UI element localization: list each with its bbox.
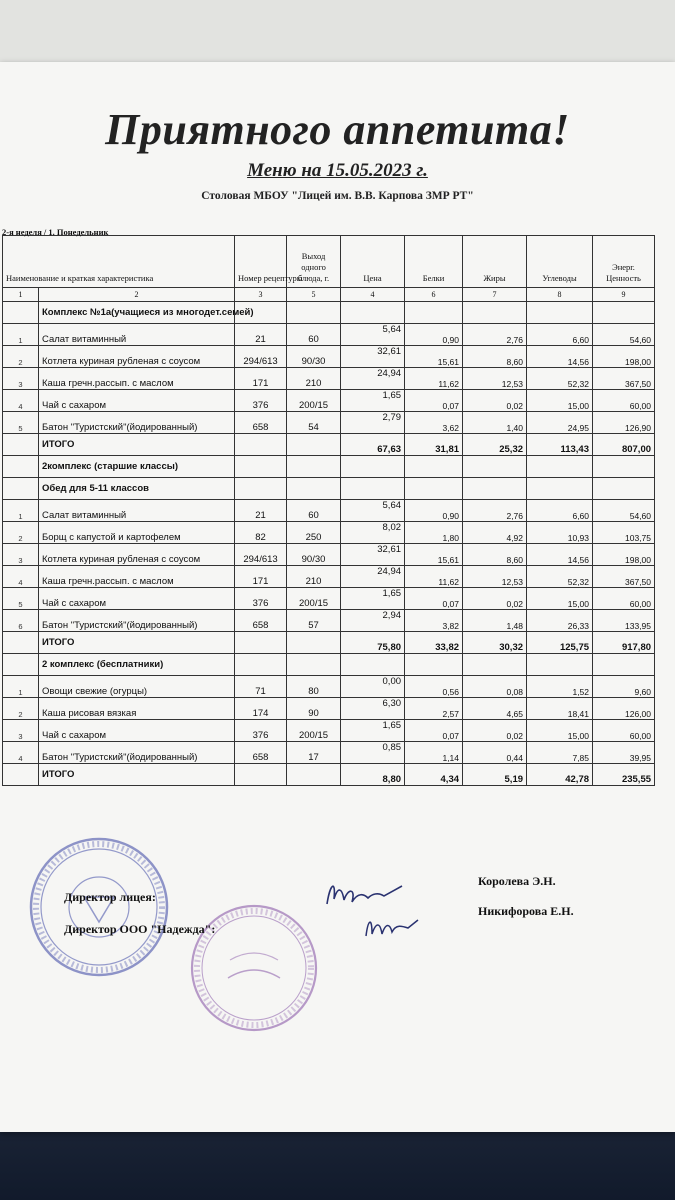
total-protein: 33,82 xyxy=(405,632,463,654)
total-carbs: 42,78 xyxy=(527,764,593,786)
section-header-row xyxy=(3,654,655,676)
row-number: 1 xyxy=(3,500,39,522)
dish-carbs: 24,95 xyxy=(527,412,593,434)
col-number: 7 xyxy=(463,288,527,302)
dish-yield: 60 xyxy=(287,324,341,346)
header-energy: Энерг. Ценность xyxy=(593,236,655,288)
dish-name: Чай с сахаром xyxy=(39,390,235,412)
empty-cell xyxy=(405,654,463,676)
recipe-number: 171 xyxy=(235,368,287,390)
menu-table-body xyxy=(2,227,655,786)
empty-cell xyxy=(527,456,593,478)
section-title: Комплекс №1а(учащиеся из многодет.семей) xyxy=(39,302,235,324)
row-number: 4 xyxy=(3,742,39,764)
empty-cell xyxy=(341,456,405,478)
dish-carbs: 1,52 xyxy=(527,676,593,698)
total-fat: 30,32 xyxy=(463,632,527,654)
empty-cell xyxy=(405,456,463,478)
section-header-row xyxy=(3,302,655,324)
dish-protein: 15,61 xyxy=(405,544,463,566)
table-row xyxy=(3,522,655,544)
empty-cell xyxy=(287,764,341,786)
dish-yield: 60 xyxy=(287,500,341,522)
canteen-name: Столовая МБОУ "Лицей им. В.В. Карпова ЗМР РТ" xyxy=(201,190,474,202)
dish-protein: 0,90 xyxy=(405,500,463,522)
empty-cell xyxy=(405,478,463,500)
empty-cell xyxy=(287,632,341,654)
total-price: 8,80 xyxy=(341,764,405,786)
recipe-number: 294/613 xyxy=(235,346,287,368)
dish-name: Салат витаминный xyxy=(39,500,235,522)
table-row xyxy=(3,368,655,390)
empty-cell xyxy=(287,302,341,324)
empty-cell xyxy=(341,478,405,500)
dish-fat: 2,76 xyxy=(463,324,527,346)
dish-yield: 210 xyxy=(287,368,341,390)
recipe-number: 376 xyxy=(235,588,287,610)
dish-energy: 39,95 xyxy=(593,742,655,764)
dish-protein: 3,82 xyxy=(405,610,463,632)
col-number: 5 xyxy=(287,288,341,302)
recipe-number: 376 xyxy=(235,390,287,412)
row-number: 3 xyxy=(3,544,39,566)
row-number: 4 xyxy=(3,566,39,588)
dish-protein: 0,07 xyxy=(405,720,463,742)
recipe-number: 294/613 xyxy=(235,544,287,566)
col-number: 6 xyxy=(405,288,463,302)
director-label: Директор лицея: xyxy=(64,890,156,904)
dish-energy: 103,75 xyxy=(593,522,655,544)
dish-fat: 8,60 xyxy=(463,544,527,566)
row-number: 2 xyxy=(3,522,39,544)
header-yield: Выход одного блюда, г. xyxy=(287,236,341,288)
table-row xyxy=(3,346,655,368)
dish-energy: 198,00 xyxy=(593,346,655,368)
dish-name: Котлета куриная рубленая с соусом xyxy=(39,544,235,566)
dish-fat: 1,48 xyxy=(463,610,527,632)
dish-yield: 90 xyxy=(287,698,341,720)
dish-price: 1,65 xyxy=(341,720,405,742)
dish-yield: 250 xyxy=(287,522,341,544)
table-row xyxy=(3,390,655,412)
dish-price: 2,79 xyxy=(341,412,405,434)
header-price: Цена xyxy=(341,236,405,288)
table-row xyxy=(3,566,655,588)
dish-protein: 15,61 xyxy=(405,346,463,368)
row-number: 1 xyxy=(3,324,39,346)
dish-price: 0,85 xyxy=(341,742,405,764)
dish-price: 1,65 xyxy=(341,390,405,412)
total-row xyxy=(3,632,655,654)
dish-fat: 0,02 xyxy=(463,588,527,610)
company-director-label: Директор ООО "Надежда": xyxy=(64,922,216,936)
company-director-name: Никифорова Е.Н. xyxy=(478,904,574,918)
col-number: 2 xyxy=(39,288,235,302)
empty-cell xyxy=(341,302,405,324)
recipe-number: 21 xyxy=(235,324,287,346)
empty-cell xyxy=(463,654,527,676)
section-index-cell xyxy=(3,302,39,324)
dish-name: Каша гречн.рассып. с маслом xyxy=(39,566,235,588)
dish-carbs: 6,60 xyxy=(527,500,593,522)
total-label: ИТОГО xyxy=(39,434,235,456)
row-number: 3 xyxy=(3,720,39,742)
dish-price: 0,00 xyxy=(341,676,405,698)
dish-protein: 0,07 xyxy=(405,390,463,412)
empty-cell xyxy=(593,654,655,676)
empty-cell xyxy=(235,434,287,456)
total-fat: 5,19 xyxy=(463,764,527,786)
section-index-cell xyxy=(3,456,39,478)
total-label: ИТОГО xyxy=(39,764,235,786)
dish-name: Борщ с капустой и картофелем xyxy=(39,522,235,544)
dish-carbs: 52,32 xyxy=(527,368,593,390)
table-row xyxy=(3,588,655,610)
dish-name: Чай с сахаром xyxy=(39,720,235,742)
dish-fat: 2,76 xyxy=(463,500,527,522)
company-signature-icon xyxy=(362,910,422,944)
dish-name: Каша рисовая вязкая xyxy=(39,698,235,720)
dish-energy: 54,60 xyxy=(593,500,655,522)
empty-cell xyxy=(287,478,341,500)
dish-energy: 60,00 xyxy=(593,588,655,610)
recipe-number: 376 xyxy=(235,720,287,742)
col-number: 3 xyxy=(235,288,287,302)
dish-price: 5,64 xyxy=(341,324,405,346)
dish-fat: 12,53 xyxy=(463,566,527,588)
dish-energy: 60,00 xyxy=(593,720,655,742)
recipe-number: 658 xyxy=(235,742,287,764)
page-title: Приятного аппетита! xyxy=(105,105,570,154)
recipe-number: 21 xyxy=(235,500,287,522)
row-number: 3 xyxy=(3,368,39,390)
column-number-row xyxy=(3,288,655,302)
dish-fat: 0,02 xyxy=(463,720,527,742)
dish-protein: 0,07 xyxy=(405,588,463,610)
dish-name: Батон "Туристский"(йодированный) xyxy=(39,742,235,764)
dish-fat: 0,44 xyxy=(463,742,527,764)
dish-carbs: 7,85 xyxy=(527,742,593,764)
menu-table xyxy=(2,227,655,786)
dish-protein: 1,80 xyxy=(405,522,463,544)
col-number: 1 xyxy=(3,288,39,302)
dish-price: 5,64 xyxy=(341,500,405,522)
total-row xyxy=(3,764,655,786)
total-fat: 25,32 xyxy=(463,434,527,456)
dish-carbs: 15,00 xyxy=(527,588,593,610)
recipe-number: 82 xyxy=(235,522,287,544)
row-number: 6 xyxy=(3,610,39,632)
dish-energy: 126,00 xyxy=(593,698,655,720)
dish-yield: 200/15 xyxy=(287,720,341,742)
empty-cell xyxy=(463,456,527,478)
dish-carbs: 26,33 xyxy=(527,610,593,632)
empty-cell xyxy=(463,478,527,500)
dish-name: Батон "Туристский"(йодированный) xyxy=(39,412,235,434)
dish-protein: 2,57 xyxy=(405,698,463,720)
dish-yield: 17 xyxy=(287,742,341,764)
dish-yield: 54 xyxy=(287,412,341,434)
dish-protein: 0,90 xyxy=(405,324,463,346)
empty-cell xyxy=(235,456,287,478)
dish-carbs: 15,00 xyxy=(527,720,593,742)
section-index-cell xyxy=(3,654,39,676)
signature-block xyxy=(0,874,675,1082)
dish-fat: 0,02 xyxy=(463,390,527,412)
school-stamp-icon xyxy=(24,832,174,982)
total-row xyxy=(3,434,655,456)
dish-fat: 1,40 xyxy=(463,412,527,434)
empty-cell xyxy=(527,478,593,500)
empty-cell xyxy=(235,478,287,500)
total-label: ИТОГО xyxy=(39,632,235,654)
row-number: 2 xyxy=(3,346,39,368)
dish-name: Котлета куриная рубленая с соусом xyxy=(39,346,235,368)
section-title: 2 комплекс (бесплатники) xyxy=(39,654,235,676)
total-energy: 235,55 xyxy=(593,764,655,786)
dish-name: Чай с сахаром xyxy=(39,588,235,610)
total-index-cell xyxy=(3,434,39,456)
empty-cell xyxy=(287,434,341,456)
total-energy: 917,80 xyxy=(593,632,655,654)
table-row xyxy=(3,500,655,522)
row-number: 2 xyxy=(3,698,39,720)
total-carbs: 113,43 xyxy=(527,434,593,456)
dish-yield: 210 xyxy=(287,566,341,588)
section-subtitle-row xyxy=(3,478,655,500)
table-row xyxy=(3,742,655,764)
recipe-number: 174 xyxy=(235,698,287,720)
table-row xyxy=(3,412,655,434)
total-protein: 4,34 xyxy=(405,764,463,786)
dish-energy: 133,95 xyxy=(593,610,655,632)
dish-carbs: 52,32 xyxy=(527,566,593,588)
total-energy: 807,00 xyxy=(593,434,655,456)
dish-fat: 8,60 xyxy=(463,346,527,368)
header-recipe: Номер рецептуры xyxy=(235,236,287,288)
dish-carbs: 14,56 xyxy=(527,544,593,566)
dish-energy: 367,50 xyxy=(593,566,655,588)
empty-cell xyxy=(593,302,655,324)
recipe-number: 658 xyxy=(235,412,287,434)
total-protein: 31,81 xyxy=(405,434,463,456)
dish-fat: 12,53 xyxy=(463,368,527,390)
menu-sheet xyxy=(0,62,675,1132)
empty-cell xyxy=(287,654,341,676)
section-subtitle: Обед для 5-11 классов xyxy=(39,478,235,500)
dish-protein: 0,56 xyxy=(405,676,463,698)
empty-cell xyxy=(235,654,287,676)
dish-energy: 60,00 xyxy=(593,390,655,412)
dish-energy: 126,90 xyxy=(593,412,655,434)
dish-energy: 54,60 xyxy=(593,324,655,346)
dish-name: Батон "Туристский"(йодированный) xyxy=(39,610,235,632)
col-number: 9 xyxy=(593,288,655,302)
dish-carbs: 10,93 xyxy=(527,522,593,544)
empty-cell xyxy=(341,654,405,676)
dish-carbs: 18,41 xyxy=(527,698,593,720)
dish-fat: 4,92 xyxy=(463,522,527,544)
row-number: 1 xyxy=(3,676,39,698)
header-protein: Белки xyxy=(405,236,463,288)
dish-name: Салат витаминный xyxy=(39,324,235,346)
dish-energy: 198,00 xyxy=(593,544,655,566)
dish-yield: 90/30 xyxy=(287,544,341,566)
dish-yield: 80 xyxy=(287,676,341,698)
empty-cell xyxy=(235,764,287,786)
dish-price: 1,65 xyxy=(341,588,405,610)
header-name: Наименование и краткая характеристика xyxy=(6,273,154,283)
background-top xyxy=(0,0,675,70)
director-signature-icon xyxy=(322,874,412,914)
dish-carbs: 6,60 xyxy=(527,324,593,346)
dish-name: Овощи свежие (огурцы) xyxy=(39,676,235,698)
col-number: 4 xyxy=(341,288,405,302)
recipe-number: 71 xyxy=(235,676,287,698)
dish-energy: 9,60 xyxy=(593,676,655,698)
table-row xyxy=(3,324,655,346)
total-price: 75,80 xyxy=(341,632,405,654)
header-fat: Жиры xyxy=(463,236,527,288)
row-number: 4 xyxy=(3,390,39,412)
dish-protein: 3,62 xyxy=(405,412,463,434)
dish-carbs: 15,00 xyxy=(527,390,593,412)
total-carbs: 125,75 xyxy=(527,632,593,654)
total-index-cell xyxy=(3,764,39,786)
week-label: 2-я неделя / 1. Понедельник xyxy=(2,227,109,237)
dish-yield: 200/15 xyxy=(287,390,341,412)
header-carbs: Углеводы xyxy=(527,236,593,288)
table-row xyxy=(3,698,655,720)
dish-protein: 11,62 xyxy=(405,368,463,390)
empty-cell xyxy=(463,302,527,324)
dish-price: 24,94 xyxy=(341,368,405,390)
dish-yield: 200/15 xyxy=(287,588,341,610)
recipe-number: 658 xyxy=(235,610,287,632)
empty-cell xyxy=(593,456,655,478)
table-row xyxy=(3,676,655,698)
section-index-cell xyxy=(3,478,39,500)
menu-date: Меню на 15.05.2023 г. xyxy=(247,160,428,181)
table-row xyxy=(3,544,655,566)
empty-cell xyxy=(405,302,463,324)
empty-cell xyxy=(287,456,341,478)
dish-price: 24,94 xyxy=(341,566,405,588)
dish-fat: 4,65 xyxy=(463,698,527,720)
dish-price: 6,30 xyxy=(341,698,405,720)
dish-protein: 11,62 xyxy=(405,566,463,588)
total-price: 67,63 xyxy=(341,434,405,456)
dish-price: 2,94 xyxy=(341,610,405,632)
header-row xyxy=(3,236,655,288)
empty-cell xyxy=(527,654,593,676)
director-name: Королева Э.Н. xyxy=(478,874,556,888)
section-header-row xyxy=(3,456,655,478)
dish-carbs: 14,56 xyxy=(527,346,593,368)
background-fabric xyxy=(0,1120,675,1200)
col-number: 8 xyxy=(527,288,593,302)
dish-price: 32,61 xyxy=(341,346,405,368)
row-number: 5 xyxy=(3,588,39,610)
row-number: 5 xyxy=(3,412,39,434)
section-title: 2комплекс (старшие классы) xyxy=(39,456,235,478)
table-row xyxy=(3,610,655,632)
dish-price: 32,61 xyxy=(341,544,405,566)
recipe-number: 171 xyxy=(235,566,287,588)
dish-energy: 367,50 xyxy=(593,368,655,390)
table-row xyxy=(3,720,655,742)
empty-cell xyxy=(593,478,655,500)
empty-cell xyxy=(235,632,287,654)
dish-price: 8,02 xyxy=(341,522,405,544)
dish-yield: 57 xyxy=(287,610,341,632)
dish-protein: 1,14 xyxy=(405,742,463,764)
total-index-cell xyxy=(3,632,39,654)
dish-yield: 90/30 xyxy=(287,346,341,368)
header-name-cell xyxy=(2,227,235,288)
empty-cell xyxy=(527,302,593,324)
dish-name: Каша гречн.рассып. с маслом xyxy=(39,368,235,390)
dish-fat: 0,08 xyxy=(463,676,527,698)
